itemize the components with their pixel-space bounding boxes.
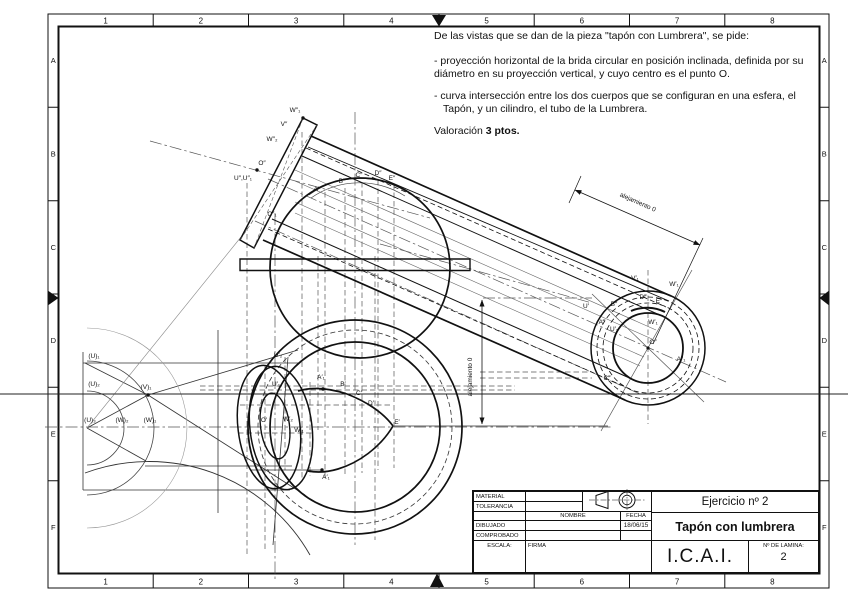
statement-line: - curva intersección entre los dos cuerpos que se configuran en una esfera, el bbox=[434, 90, 796, 102]
drawing-label: 2 bbox=[198, 16, 204, 26]
drawing-label: D″ bbox=[374, 170, 382, 177]
drawing-label: 8 bbox=[770, 577, 775, 587]
comprobado-nombre-cell bbox=[526, 531, 621, 541]
escala-label: ESCALA: bbox=[474, 541, 526, 572]
part-outlines bbox=[0, 116, 848, 534]
drawing-label: 3 bbox=[293, 577, 299, 587]
material-value-cell bbox=[526, 492, 583, 502]
drawing-label: O″ bbox=[649, 339, 657, 346]
drawing-label: 7 bbox=[674, 16, 680, 26]
drawing-label: 8 bbox=[770, 16, 775, 26]
drawing-label: V″ bbox=[280, 121, 288, 128]
drawing-label: O′ bbox=[260, 417, 268, 424]
drawing-label: C″ bbox=[355, 172, 363, 179]
drawing-label: alejamiento 0 bbox=[467, 357, 474, 397]
nombre-label: NOMBRE bbox=[526, 512, 621, 521]
comprobado-fecha-cell bbox=[621, 531, 652, 541]
drawing-label: B bbox=[50, 149, 56, 159]
dibujado-label: DIBUJADO bbox=[474, 521, 526, 531]
drawing-label: B′ bbox=[340, 381, 346, 388]
drawing-label: U″,U″₁ bbox=[234, 175, 252, 182]
pieza-title: Tapón con lumbrera bbox=[652, 513, 818, 541]
drawing-label: D‴ bbox=[639, 294, 647, 301]
drawing-label: (W)₂ bbox=[115, 417, 129, 424]
statement-line: - proyección horizontal de la brida circular en posición inclinada, definida por su bbox=[434, 55, 804, 67]
drawing-label: C″₁ bbox=[267, 211, 277, 218]
drawing-label: 5 bbox=[484, 577, 489, 587]
drawing-label: 6 bbox=[579, 577, 585, 587]
tolerancia-value-cell bbox=[526, 502, 583, 512]
drawing-label: W″₂ bbox=[266, 136, 278, 143]
drawing-label: A bbox=[50, 56, 56, 66]
lamina-cell bbox=[749, 541, 818, 572]
drawing-label: E bbox=[50, 429, 56, 439]
drawing-label: (U)₂ bbox=[88, 381, 100, 388]
drawing-label: U′₁ bbox=[271, 381, 281, 388]
drawing-label: (W)₁ bbox=[143, 417, 157, 424]
drawing-label: 7 bbox=[674, 577, 680, 587]
drawing-label: (V)₁ bbox=[140, 384, 152, 391]
organismo-logo: I.C.A.I. bbox=[652, 541, 749, 572]
dibujado-nombre-cell bbox=[526, 521, 621, 531]
drawing-label: (U)₃ bbox=[84, 417, 96, 424]
drawing-label: A″₁ bbox=[676, 356, 686, 363]
drawing-label: V′₁ bbox=[631, 275, 639, 282]
drawing-label: F bbox=[822, 522, 827, 532]
statement-line: diámetro en su proyección vertical, y cuyo centro es el punto O. bbox=[434, 68, 730, 80]
drawing-label: W′₁ bbox=[669, 281, 679, 288]
drawing-label: U′₁ bbox=[609, 326, 619, 333]
drawing-label: W′₁ bbox=[648, 319, 658, 326]
drawing-label: 3 bbox=[293, 16, 299, 26]
drawing-label: W″₁ bbox=[289, 107, 301, 114]
drawing-label: C bbox=[50, 242, 57, 252]
dibujado-fecha: 18/06/15 bbox=[621, 521, 652, 531]
drawing-label: D bbox=[821, 336, 828, 346]
drawing-label: 4 bbox=[389, 577, 394, 587]
drawing-label: 5 bbox=[484, 16, 489, 26]
drawing-label: W′₁ bbox=[294, 427, 304, 434]
drawing-label: B″ bbox=[338, 178, 346, 185]
drawing-label: A‴ bbox=[598, 319, 606, 326]
fecha-label: FECHA bbox=[621, 512, 652, 521]
drawing-label: 1 bbox=[103, 16, 108, 26]
ejercicio-title: Ejercicio nº 2 bbox=[652, 492, 818, 513]
drawing-label: E′ bbox=[394, 419, 400, 426]
drawing-label: W′₂ bbox=[283, 416, 293, 423]
drawing-label: B bbox=[821, 149, 827, 159]
header-empty-cell bbox=[474, 512, 526, 521]
drawing-label: E″ bbox=[388, 175, 396, 182]
comprobado-label: COMPROBADO bbox=[474, 531, 526, 541]
exercise-statement bbox=[434, 30, 814, 138]
drawing-label: A′₁ bbox=[317, 374, 325, 381]
lamina-numero: 2 bbox=[780, 551, 787, 563]
lamina-label: Nº DE LAMINA: bbox=[763, 543, 804, 549]
drawing-label: A bbox=[821, 56, 827, 66]
drawing-label: E bbox=[821, 429, 827, 439]
drawing-label: C′ bbox=[356, 390, 362, 397]
drawing-label: 2 bbox=[198, 577, 204, 587]
drawing-label: (U)₁ bbox=[88, 353, 100, 360]
drawing-label: D′ bbox=[368, 400, 374, 407]
projection-symbol-cell bbox=[583, 492, 652, 512]
drawing-label: C‴ bbox=[603, 375, 611, 382]
drawing-label: C bbox=[821, 242, 828, 252]
material-label: MATERIAL bbox=[474, 492, 526, 502]
statement-valoracion: Valoración 3 ptos. bbox=[434, 125, 520, 137]
drawing-label: alejamiento 0 bbox=[618, 191, 657, 214]
drawing-label: B‴ bbox=[610, 301, 618, 308]
title-block bbox=[472, 490, 820, 574]
drawing-label: U′₂ bbox=[273, 352, 283, 359]
drawing-label: O″ bbox=[258, 160, 266, 167]
statement-line: De las vistas que se dan de la pieza "tapón con Lumbrera", se pide: bbox=[434, 30, 750, 42]
drawing-label: 1 bbox=[103, 577, 108, 587]
statement-line: Tapón, y un cilindro, el tubo de la Lumbrera. bbox=[443, 103, 648, 115]
drawing-label: A″ bbox=[313, 186, 321, 193]
tolerancia-label: TOLERANCIA bbox=[474, 502, 526, 512]
drawing-label: U′ bbox=[583, 303, 589, 310]
drawing-label: F bbox=[51, 522, 56, 532]
drawing-label: E‴ bbox=[655, 298, 663, 305]
drawing-label: A′₁ bbox=[322, 474, 330, 481]
drawing-label: 6 bbox=[579, 16, 585, 26]
firma-label: FIRMA bbox=[526, 541, 652, 572]
drawing-label: D bbox=[50, 336, 57, 346]
drawing-label: 4 bbox=[389, 16, 394, 26]
sphere-front-circle bbox=[270, 178, 450, 358]
